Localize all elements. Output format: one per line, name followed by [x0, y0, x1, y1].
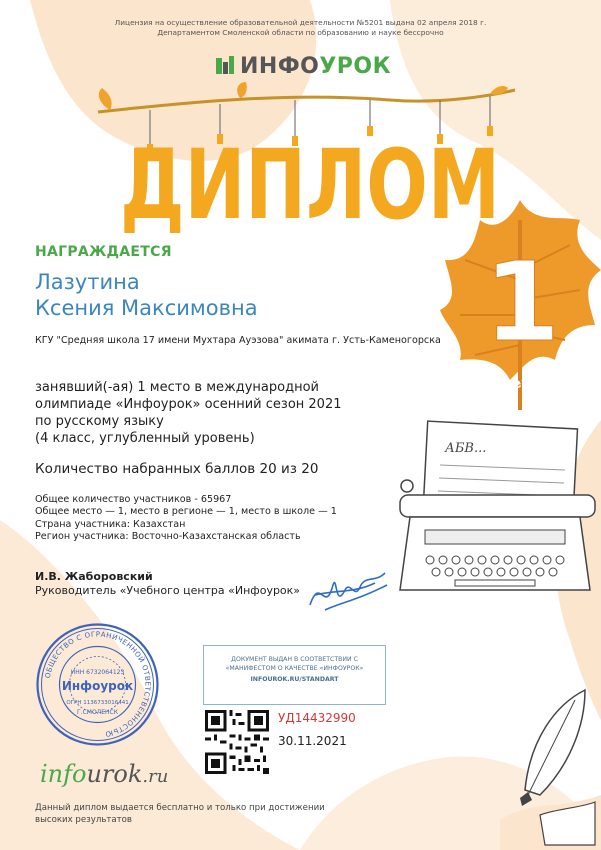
license-text	[0, 18, 601, 38]
branch-leaf	[237, 82, 247, 98]
typewriter-illustration	[395, 420, 595, 620]
footer-note	[35, 803, 325, 826]
standard-link[interactable]: INFOUROK.RU/STANDART	[250, 676, 339, 683]
signature-image	[305, 565, 390, 620]
license-line-2: Департаментом Смоленской области по образованию и науке бессрочно	[157, 28, 444, 37]
bottom-logo	[40, 760, 168, 788]
stats-places: Общее место — 1, место в регионе — 1, место в школе — 1	[35, 506, 337, 517]
quill-illustration	[500, 680, 601, 850]
footer-line-1: Данный диплом выдается бесплатно и только при достижении	[35, 803, 325, 813]
achievement-line-4: (4 класс, углубленный уровень)	[35, 431, 255, 446]
seal-city: Г.СМОЛЕНСК	[77, 709, 118, 716]
signer-name: И.В. Жаборовский	[35, 570, 153, 583]
seal-ring-text: ОБЩЕСТВО С ОГРАНИЧЕННОЙ ОТВЕТСТВЕННОСТЬЮ	[43, 630, 152, 738]
brand-logo	[240, 54, 391, 79]
recipient-given-names: Ксения Максимовна	[35, 296, 258, 320]
document-id: УД14432990	[278, 711, 356, 725]
stats-country: Страна участника: Казахстан	[35, 519, 186, 530]
diploma-title: ДИПЛОМ	[120, 129, 500, 241]
bottom-logo-part-2: urok	[86, 760, 143, 788]
seal-inn: ИНН 6732064123	[70, 669, 125, 676]
seal-center: Инфоурок	[61, 679, 134, 693]
brand-part-2: УРОК	[319, 54, 392, 79]
stats-participants: Общее количество участников - 65967	[35, 494, 232, 505]
official-seal	[35, 622, 160, 747]
brand-logo-icon	[214, 54, 236, 76]
typewriter-body	[400, 517, 590, 590]
quality-standard-box	[203, 645, 386, 705]
achievement-line-2: олимпиаде «Инфоурок» осенний сезон 2021	[35, 397, 342, 412]
standard-line-1: ДОКУМЕНТ ВЫДАН В СООТВЕТСТВИИ С	[231, 656, 358, 663]
qr-code[interactable]	[205, 710, 269, 774]
recipient-school: КГУ "Средняя школа 17 имени Мухтара Ауэзова" акимата г. Усть-Каменогорска	[35, 335, 441, 346]
license-line-1: Лицензия на осуществление образовательной деятельности №5201 выдана 02 апреля 2018 г.	[114, 18, 487, 27]
score-text: Количество набранных баллов 20 из 20	[35, 461, 319, 477]
awarded-label: НАГРАЖДАЕТСЯ	[35, 244, 172, 260]
stats-region: Регион участника: Восточно-Казахстанская область	[35, 531, 301, 542]
platen	[400, 495, 595, 517]
quill-feather	[525, 690, 585, 795]
achievement-line-1: занявший(-ая) 1 место в международной	[35, 380, 319, 395]
branch	[98, 90, 515, 112]
document-date: 30.11.2021	[278, 734, 347, 748]
standard-line-2: «МАНИФЕСТОМ О КАЧЕСТВЕ «ИНФОУРОК»	[225, 665, 364, 672]
paper-text: АБВ...	[445, 441, 487, 456]
achievement-line-3: по русскому языку	[35, 414, 164, 429]
seal-ogrn: ОГРН 1136733016441	[66, 700, 129, 706]
degree-label: степени	[496, 369, 558, 396]
branch-leaf	[99, 88, 112, 110]
bottom-logo-part-1: info	[40, 760, 87, 788]
bottom-logo-part-3: .ru	[142, 766, 169, 787]
footer-line-2: высоких результатов	[35, 814, 132, 825]
recipient-surname: Лазутина	[35, 270, 140, 294]
degree-number: 1	[483, 238, 561, 366]
brand-part-1: ИНФО	[240, 54, 320, 79]
signer-role: Руководитель «Учебного центра «Инфоурок»	[35, 584, 301, 597]
